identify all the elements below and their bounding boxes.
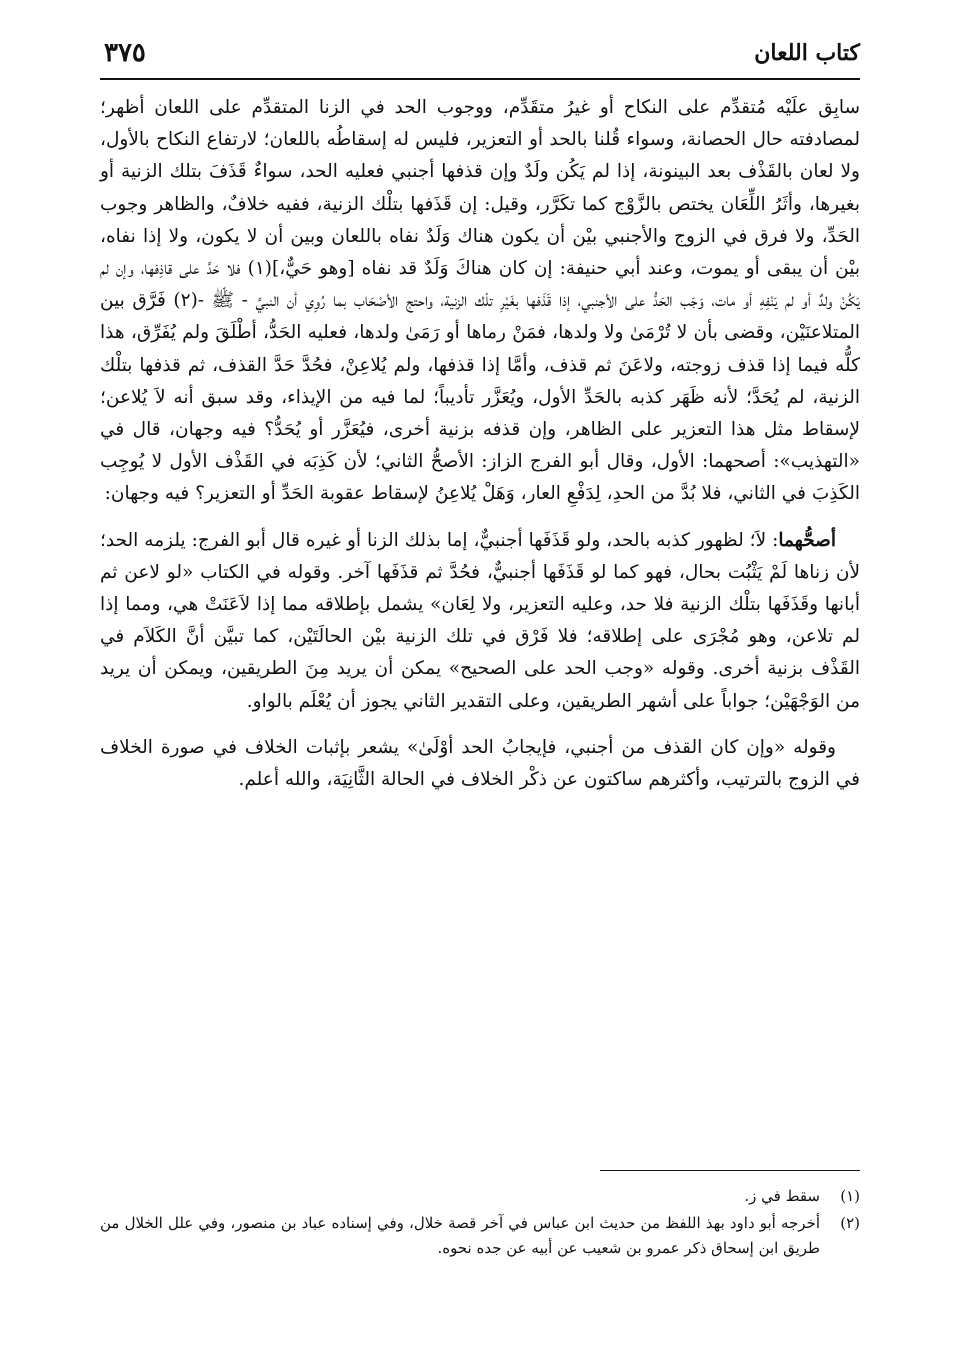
footnotes: [100, 1184, 860, 1263]
paragraph-1: [100, 92, 860, 511]
paragraph-3-text: وقوله «وإن كان القذف من أجنبي، فإيجابُ الحد أوْلَىٰ» يشعر بإثبات الخلاف في صورة الخلاف في الزوج بالترتيب، وأكثرهم ساكتون عن ذكْر الخلاف في الحالة الثَّانِيَة، والله أعلم.: [100, 736, 860, 791]
paragraph-2: [100, 525, 860, 718]
page-number: ٣٧٥: [104, 38, 146, 68]
footnote-number: (١): [840, 1187, 860, 1205]
paragraph-2-lead: أصحُّهما: [778, 529, 836, 551]
footnote-divider: [600, 1170, 860, 1171]
paragraph-2-text: : لاَ؛ لظهور كذبه بالحد، ولو قَذَفَها أجنبيٌّ، إما بذلك الزنا أو غيره قال أبو الفرج: يلزمه الحد؛ لأن زناها لَمْ يَثْبُت بحال، فهو كما لو قَذَفَها أجنبيٌّ، فحُدَّ ثم قذَفَها آخر. وقوله في الكتاب «لو لاعن ثم أبانها وقَذَفَها بتلْك الزنية فلا حد، وعليه التعزير، ولا لِعَان» يشمل بإطلاقه مما إذا لاَعَنَتْ هي، ومما إذا لم تلاعن، وهو مُجْرَى على إطلاقه؛ فلا فَرْق في تلك الزنية بيْن الحالَتَيْن، كما تبيَّن أنَّ الكَلاَم في القَذْف بزنية أخرى. وقوله «وجب الحد على الصحيح» يمكن أن يريد مِنَ الطريقين، ويمكن أن يريد من الوَجْهَيْن؛ جواباً على أشهر الطريقين، وعلى التقدير الثاني يجوز أن يُعْلَم بالواو.: [100, 529, 860, 712]
footnote: [100, 1184, 860, 1209]
page-header: [100, 38, 860, 80]
main-text: [100, 92, 860, 810]
paragraph-1-text: سابِق علَيْه مُتقدِّم على النكاح أو غيرُ متقَدِّم، ووجوب الحد في الزنا المتقدِّم على اللعان أظهر؛ لمصادفته حال الحصانة، وسواء قُلنا بالحد أو التعزير، فليس له إسقاطُه باللعان؛ لارتفاع النكاح بالأول، ولا لعان بالقَذْف بعد البينونة، إذا لم يَكُن ولَدٌ وإن قذفها أجنبي فعليه الحد، سواءٌ قَذَفَ بتلك الزنية أو بغيرها، وأثَرُ اللِّعَان يختص بالزَّوْج كما تكَرَّر، وقيل: إن قَذَفها بتلْك الزنية، ففيه خلافٌ، والظاهر وجوب الحَدِّ، ولا فرق في الزوج والأجنبي بيْن أن يكون هناك وَلَدٌ نفاه باللعان وبين أن لا يكون، ولا إذا نفاه، بيْن أن يبقى أو يموت، وعند أبي حنيفة: إن كان هناكَ وَلَدٌ قد نفاه [وهو حَيٌّ،](١) فلا حَدَّ على قاذِفها، وإن لم يَكُنْ ولدٌ أو لم يَنْفِهِ أو مات، وَجَب الحَدُّ على الأجنبي، إذا قَذَفها بغَيْرِ تلْك الزنية، واحتج الأصْحَاب بما رُوِي أن النبيَّ - ﷺ -(٢) فَرَّق بين المتلاعنَيْن، وقضى بأن لا تُرْمَىٰ ولا ولدها، فمَنْ رماها أو رَمَىٰ ولدها، فعليه الحَدُّ، أطْلَقَ ولم يُفَرِّق، هذا كلُّه فيما إذا قذف زوجته، ولاعَنَ ثم قذف، وأمَّا إذا قذفها، ولم يُلاعِنْ، فحُدَّ حَدَّ القذف، ثم قذفها بتلْك الزنية، لم يُحَدَّ؛ لأنه ظَهَر كذبه بالحَدِّ الأول، ويُعَزَّر تأديباً؛ لما فيه من الإيذاء، وقد سبق أنه لاَ يُلاعن؛ لإسقاط مثل هذا التعزير على الظاهر، وإن قذفه بزنية أخرى، فيُعَزَّر أو يُحَدُّ؟ فيه وجهان، قال في «التهذيب»: أصحهما: الأول، وقال أبو الفرج الزاز: الأصحُّ الثاني؛ لأن كَذِبَه في القَذْف الأول لا يُوجِب الكَذِبَ في الثاني، فلا بُدَّ من الحدِ، لِدَفْعِ العار، وَهَلْ يُلاعِنُ لإسقاط عقوبة الحَدِّ أو التعزير؟ فيه وجهان:: [100, 97, 860, 505]
footnote-number: (٢): [840, 1214, 860, 1232]
footnote-text: أخرجه أبو داود بهذ اللفظ من حديث ابن عباس في آخر قصة خلال، وفي إسناده عباد بن منصور، وفي علل الخلال من طريق ابن إسحاق ذكر عمرو بن شعيب عن أبيه عن جده نحوه.: [100, 1214, 820, 1257]
paragraph-3: [100, 732, 860, 796]
footnote: [100, 1211, 860, 1261]
footnote-text: سقط في ز.: [744, 1187, 820, 1205]
running-title: كتاب اللعان: [754, 40, 860, 66]
